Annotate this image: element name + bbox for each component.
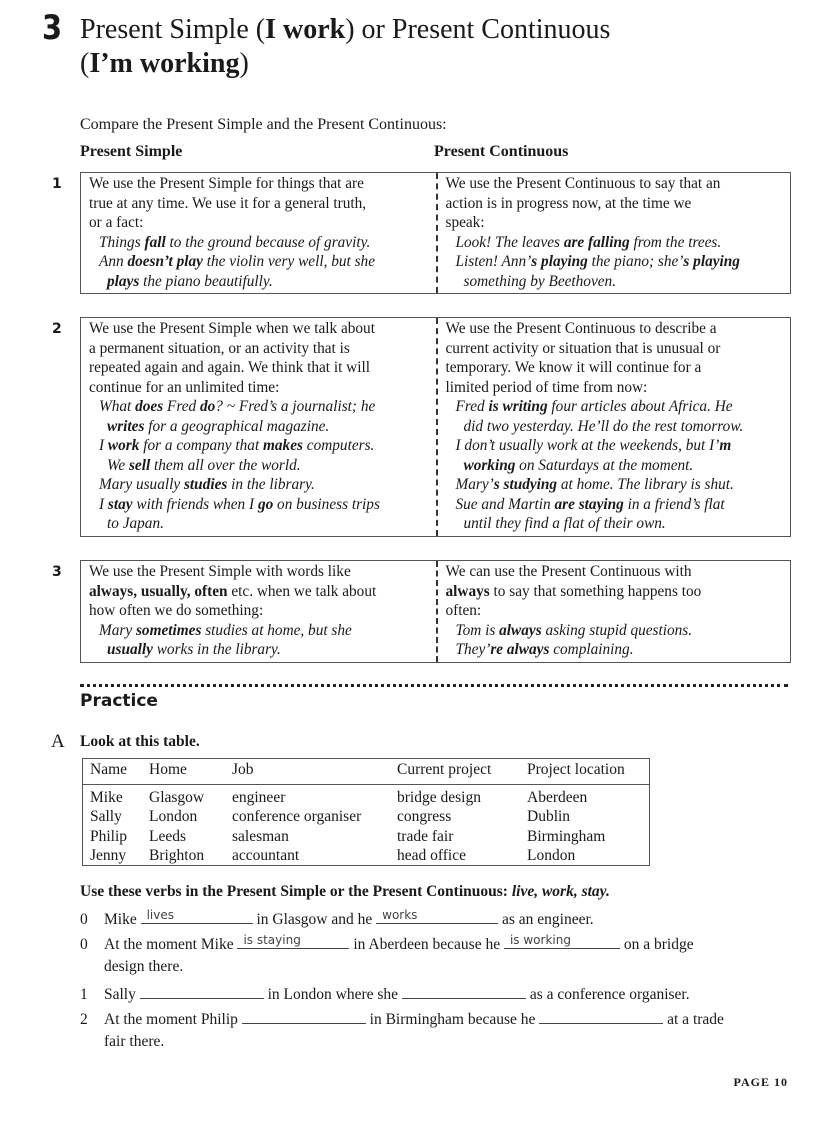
title-example: I’m working	[89, 48, 240, 79]
table-cell: Sally	[90, 808, 122, 826]
text: from the trees.	[629, 233, 722, 251]
rule-line	[446, 339, 785, 359]
text: I don’t usually work at the weekends, but I’	[455, 437, 720, 454]
item-text: in Glasgow and he	[252, 911, 377, 928]
text: the piano beautifully.	[139, 272, 273, 290]
text: in a friend’s flat	[623, 495, 725, 513]
rule-line	[89, 174, 430, 194]
rule-line	[446, 562, 785, 582]
text: computers.	[302, 437, 375, 454]
comparison-box	[80, 560, 791, 663]
exercise-instruction	[80, 883, 610, 901]
bold-text: does	[135, 398, 164, 415]
text: We use the Present Continuous to say that an	[445, 175, 721, 192]
text: them all over the world.	[150, 456, 301, 474]
unit-number: 3	[42, 8, 63, 48]
answer-blank[interactable]	[140, 983, 264, 999]
rule-number: 3	[52, 564, 62, 580]
table-cell: engineer	[232, 789, 286, 806]
example-line	[89, 456, 430, 476]
bold-text: plays	[107, 272, 140, 290]
text: We use the Present Simple with words like	[89, 563, 351, 580]
example-line	[446, 514, 785, 534]
text: often:	[445, 602, 482, 619]
table-row	[83, 827, 650, 846]
column-head-simple: Present Simple	[80, 143, 183, 160]
italic-text: live, work, stay.	[511, 883, 610, 900]
text: to the ground because of gravity.	[165, 233, 371, 251]
answer-blank[interactable]	[141, 908, 253, 924]
bold-text: s playing	[531, 253, 588, 270]
exercise-prompt: Look at this table.	[80, 733, 200, 750]
handwritten-answer: is working	[509, 933, 571, 947]
present-continuous-cell	[436, 561, 791, 662]
example-line	[446, 252, 785, 272]
example-line	[89, 252, 430, 272]
text: how often we do something:	[89, 602, 264, 619]
text: Fred	[455, 398, 489, 415]
table-cell: trade fair	[397, 827, 454, 845]
rule-line	[89, 319, 430, 339]
present-simple-cell	[81, 318, 436, 536]
intro-text: Compare the Present Simple and the Present Continuous:	[80, 116, 447, 133]
text: true at any time. We use it for a general truth,	[89, 194, 367, 212]
item-text: in Birmingham because he	[365, 1011, 540, 1028]
item-text: At the moment Philip	[104, 1011, 242, 1028]
handwritten-answer: works	[382, 908, 418, 922]
table-cell: Jenny	[90, 846, 127, 864]
example-line	[89, 272, 430, 292]
item-number: 2	[80, 1011, 88, 1028]
item-text: in Aberdeen because he	[349, 936, 504, 953]
bold-text: do	[200, 398, 216, 415]
bold-text: stay	[107, 495, 133, 513]
table-cell: Glasgow	[149, 789, 205, 806]
text: four articles about Africa. He	[547, 398, 733, 415]
bold-text: go	[257, 495, 274, 513]
present-continuous-cell	[436, 318, 791, 536]
table-cell: salesman	[232, 827, 289, 845]
item-continuation: fair there.	[104, 1033, 165, 1050]
table-cell: Philip	[90, 827, 128, 845]
table-cell: bridge design	[397, 789, 481, 806]
rule-line	[446, 358, 785, 378]
example-line	[446, 233, 785, 253]
bold-text: studies	[183, 476, 228, 493]
table-row	[83, 807, 650, 826]
exercise-item	[80, 933, 694, 954]
exercise-item	[80, 983, 690, 1004]
example-line	[446, 436, 785, 456]
bold-text: m	[719, 437, 732, 454]
text: to say that something happens too	[489, 582, 702, 600]
text: We can use the Present Continuous with	[445, 563, 692, 580]
example-line	[446, 417, 785, 437]
present-simple-cell	[81, 561, 436, 662]
text: I	[99, 495, 108, 513]
item-number: 0	[80, 911, 88, 928]
text: studies at home, but she	[201, 621, 352, 639]
handwritten-answer: is staying	[243, 933, 301, 947]
header-project-location: Project location	[520, 759, 650, 785]
answer-blank[interactable]	[237, 933, 349, 949]
rule-line	[89, 562, 430, 582]
bold-text: always	[445, 582, 490, 600]
unit-title-line1	[80, 13, 610, 47]
text: or a fact:	[89, 214, 144, 231]
exercise-letter: A	[51, 731, 65, 752]
text: for a company that	[139, 437, 264, 454]
table-cell: Brighton	[149, 846, 205, 864]
rule-line	[89, 213, 430, 233]
handwritten-answer: lives	[146, 908, 174, 922]
example-line	[89, 233, 430, 253]
text: something by Beethoven.	[463, 272, 616, 290]
exercise-item	[80, 908, 594, 929]
text: on Saturdays at the moment.	[515, 456, 694, 474]
rule-line	[446, 319, 785, 339]
rule-line	[446, 601, 785, 621]
bold-text: doesn’t play	[127, 253, 203, 270]
bold-text: work	[107, 437, 140, 454]
rule-line	[446, 194, 785, 214]
text: Things	[99, 233, 145, 251]
rule-number: 1	[52, 176, 62, 192]
page-number: PAGE 10	[733, 1075, 788, 1089]
bold-text: usually	[107, 641, 153, 658]
text: ? ~ Fred’s a journalist; he	[215, 398, 376, 415]
unit-title-line2	[80, 47, 249, 81]
text: until they find a flat of their own.	[463, 515, 666, 532]
text: current activity or situation that is unusual or	[445, 339, 721, 357]
example-line	[446, 640, 785, 660]
rule-line	[89, 358, 430, 378]
text: Sue and Martin	[455, 495, 555, 513]
text: continue for an unlimited time:	[89, 378, 280, 396]
text: We	[107, 456, 129, 474]
bold-text: re always	[490, 641, 550, 658]
bold-text: fall	[144, 233, 166, 251]
text: with friends when I	[132, 495, 258, 513]
bold-text: are falling	[563, 233, 630, 251]
table-cell: accountant	[232, 846, 300, 864]
text: etc. when we talk about	[227, 582, 377, 600]
rule-line	[89, 339, 430, 359]
rule-line	[89, 601, 430, 621]
example-line	[446, 621, 785, 641]
text: at home. The library is shut.	[557, 476, 734, 493]
bold-text: writes	[107, 417, 145, 435]
rule-line	[446, 582, 785, 602]
text: Mary	[99, 621, 136, 639]
text: Use these verbs in the Present Simple or the Present Continuous:	[80, 883, 512, 900]
answer-blank[interactable]	[539, 1008, 663, 1024]
example-line	[89, 495, 430, 515]
text: repeated again and again. We think that it will	[89, 359, 370, 376]
item-text: at a trade	[663, 1011, 724, 1028]
table-row	[83, 785, 650, 808]
text: Look! The leaves	[455, 233, 564, 251]
answer-blank[interactable]	[242, 1008, 366, 1024]
header-home: Home	[142, 759, 225, 785]
comparison-box	[80, 172, 791, 294]
info-table	[82, 758, 650, 866]
bold-text: is writing	[488, 398, 548, 415]
item-text: in London where she	[263, 986, 402, 1003]
example-line	[89, 436, 430, 456]
rule-number: 2	[52, 321, 62, 337]
bold-text: are staying	[554, 495, 624, 513]
table-cell: London	[149, 808, 198, 826]
item-text: as an engineer.	[498, 911, 594, 928]
item-text: as a conference organiser.	[525, 986, 690, 1003]
bold-text: always, usually, often	[89, 582, 228, 600]
item-text: on a bridge	[619, 936, 694, 953]
header-current-project: Current project	[390, 759, 520, 785]
text: complaining.	[549, 641, 634, 658]
text: a permanent situation, or an activity that is	[89, 339, 350, 357]
bold-text: s playing	[683, 253, 740, 270]
text: I	[99, 437, 108, 454]
bold-text: s studying	[493, 476, 558, 493]
answer-blank[interactable]	[402, 983, 526, 999]
table-cell: Birmingham	[527, 827, 606, 845]
present-simple-cell	[81, 173, 436, 293]
header-name: Name	[83, 759, 143, 785]
text: What	[99, 398, 136, 415]
table-cell: conference organiser	[232, 808, 362, 826]
item-text: Sally	[104, 986, 140, 1003]
text: Mary’	[455, 476, 494, 493]
example-line	[446, 272, 785, 292]
exercise-item	[80, 1008, 724, 1029]
table-cell: head office	[397, 846, 466, 864]
table-row	[83, 846, 650, 866]
header-job: Job	[225, 759, 390, 785]
example-line	[446, 475, 785, 495]
text: Tom is	[455, 621, 500, 639]
section-divider	[80, 684, 788, 687]
text: We use the Present Simple for things that are	[89, 175, 364, 192]
example-line	[89, 475, 430, 495]
text: on business trips	[273, 495, 380, 513]
example-line	[446, 456, 785, 476]
bold-text: always	[499, 621, 542, 639]
text: We use the Present Continuous to describe a	[445, 320, 717, 337]
text: speak:	[445, 214, 485, 231]
column-head-continuous: Present Continuous	[434, 143, 569, 160]
present-continuous-cell	[436, 173, 791, 293]
example-line	[89, 397, 430, 417]
example-line	[446, 495, 785, 515]
text: to Japan.	[107, 515, 164, 532]
rule-line	[89, 194, 430, 214]
item-number: 1	[80, 986, 88, 1003]
text: in the library.	[227, 476, 315, 493]
title-text: (	[80, 48, 90, 79]
answer-blank[interactable]	[504, 933, 620, 949]
bold-text: sell	[128, 456, 151, 474]
table-cell: congress	[397, 808, 452, 826]
table-cell: Dublin	[527, 808, 571, 826]
title-text: ) or Present Continuous	[345, 14, 611, 45]
item-number: 0	[80, 936, 88, 953]
text: for a geographical magazine.	[144, 417, 330, 435]
text: did two yesterday. He’ll do the rest tomorrow.	[463, 417, 744, 435]
text: works in the library.	[152, 641, 281, 658]
title-example: I work	[265, 14, 346, 45]
example-line	[89, 514, 430, 534]
example-line	[446, 397, 785, 417]
rule-line	[446, 174, 785, 194]
text: They’	[455, 641, 491, 658]
bold-text: working	[463, 456, 516, 474]
table-cell: Mike	[90, 789, 123, 806]
answer-blank[interactable]	[376, 908, 498, 924]
text: temporary. We know it will continue for a	[445, 359, 702, 376]
rule-line	[89, 378, 430, 398]
rule-line	[89, 582, 430, 602]
text: asking stupid questions.	[541, 621, 693, 639]
rule-line	[446, 378, 785, 398]
item-text: At the moment Mike	[104, 936, 238, 953]
table-cell: Leeds	[149, 827, 187, 845]
item-text: Mike	[104, 911, 141, 928]
bold-text: sometimes	[135, 621, 202, 639]
text: Fred	[163, 398, 200, 415]
text: Ann	[99, 253, 128, 270]
text: We use the Present Simple when we talk about	[89, 320, 375, 337]
text: the piano; she’	[587, 253, 684, 270]
rule-line	[446, 213, 785, 233]
title-text: Present Simple (	[80, 14, 266, 45]
text: the violin very well, but she	[202, 253, 375, 270]
item-continuation: design there.	[104, 958, 184, 975]
example-line	[89, 417, 430, 437]
text: Mary usually	[99, 476, 184, 493]
practice-heading: Practice	[80, 691, 158, 711]
table-cell: Aberdeen	[527, 789, 588, 806]
table-header-row	[83, 759, 650, 785]
table-cell: London	[527, 846, 576, 864]
example-line	[89, 621, 430, 641]
title-text: )	[239, 48, 249, 79]
bold-text: makes	[263, 437, 303, 454]
text: action is in progress now, at the time we	[445, 194, 692, 212]
text: limited period of time from now:	[445, 378, 648, 396]
example-line	[89, 640, 430, 660]
text: Listen! Ann’	[455, 253, 532, 270]
comparison-box	[80, 317, 791, 537]
